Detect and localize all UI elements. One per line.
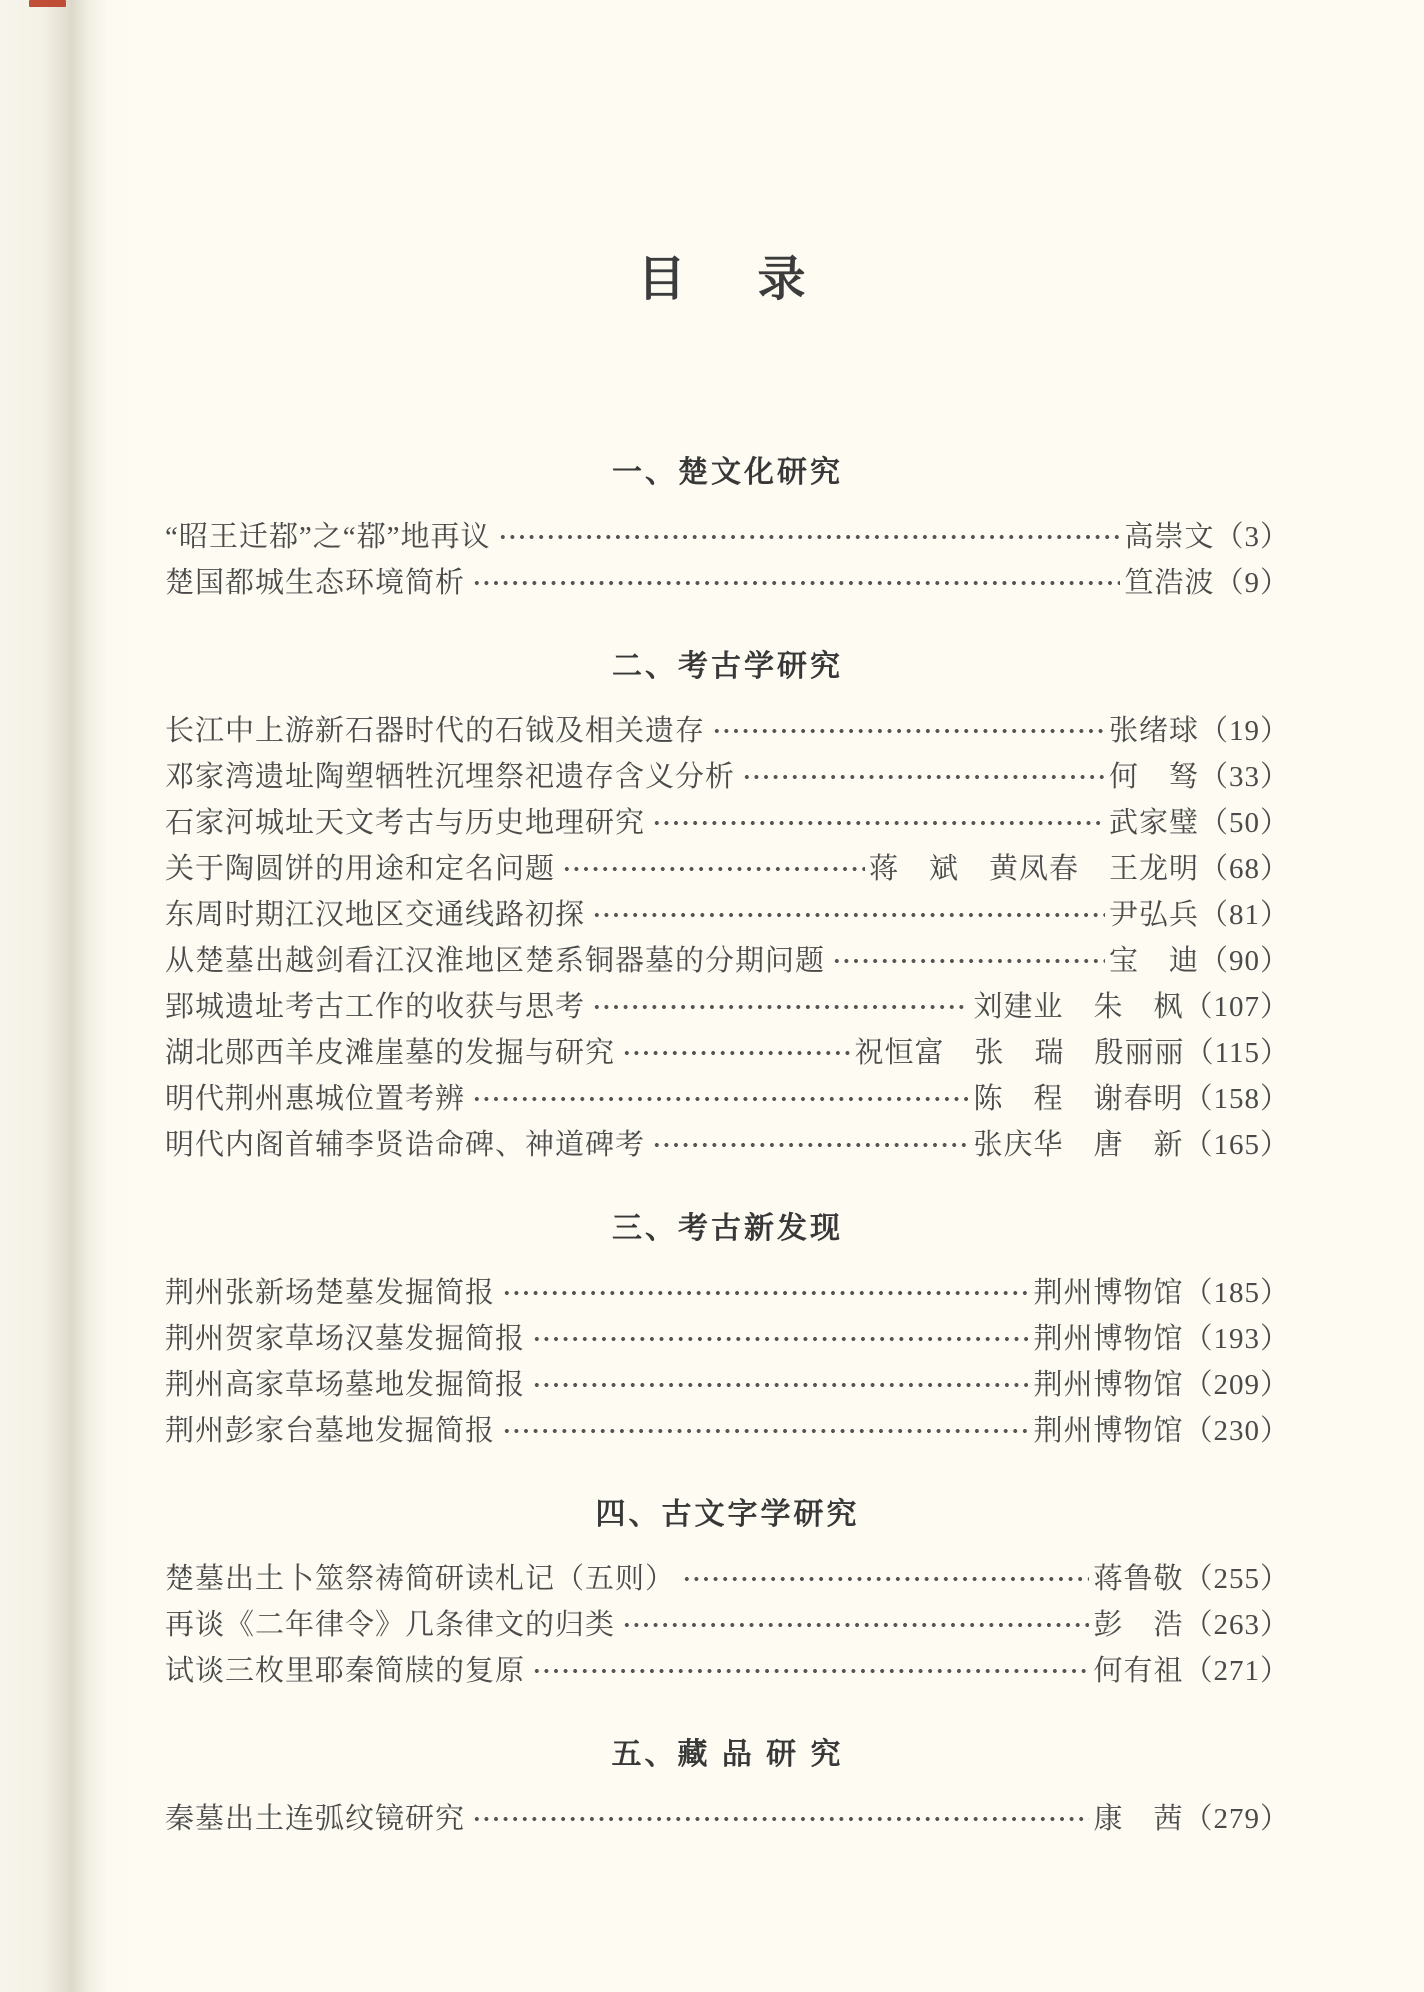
entry-ref (973, 984, 1290, 1030)
dotted-leader (652, 1122, 969, 1168)
entry-ref (1109, 754, 1290, 800)
page-content (165, 0, 1290, 1842)
toc-entry (165, 846, 1290, 892)
dotted-leader (652, 800, 1105, 846)
entry-page: （255） (1183, 1563, 1290, 1595)
entry-ref (1093, 1556, 1290, 1602)
entry-title: 楚墓出土卜筮祭祷简研读札记（五则） (165, 1563, 676, 1595)
section-entries (165, 1556, 1290, 1694)
entry-authors: 宝 迪 (1108, 945, 1199, 977)
entry-title: 试谈三枚里耶秦简牍的复原 (165, 1655, 526, 1687)
entry-ref (1124, 514, 1290, 560)
section-header: 一、楚文化研究 (612, 456, 843, 489)
entry-title: 荆州彭家台墓地发掘简报 (165, 1415, 496, 1447)
dotted-leader (472, 1076, 969, 1122)
entry-page: （19） (1198, 715, 1290, 747)
entry-page: （33） (1198, 761, 1290, 793)
entry-title: 石家河城址天文考古与历史地理研究 (165, 807, 646, 839)
dotted-leader (472, 560, 1120, 606)
entry-ref (1093, 1602, 1290, 1648)
toc-entry (165, 514, 1290, 560)
section-header: 二、考古学研究 (612, 650, 843, 683)
entry-title: 荆州张新场楚墓发掘简报 (165, 1277, 496, 1309)
entry-authors: 武家璧 (1108, 807, 1199, 839)
entry-authors: 荆州博物馆 (1033, 1277, 1184, 1309)
toc-entry (165, 1122, 1290, 1168)
entry-ref (1109, 938, 1290, 984)
entry-ref (1033, 1408, 1290, 1454)
entry-ref (1124, 560, 1290, 606)
entry-authors: 何有祖 (1093, 1655, 1184, 1687)
toc-entry (165, 1316, 1290, 1362)
dotted-leader (712, 708, 1105, 754)
toc-entry (165, 1796, 1290, 1842)
dotted-leader (502, 1408, 1029, 1454)
entry-page: （185） (1183, 1277, 1290, 1309)
toc-section (165, 454, 1290, 606)
toc-section (165, 1496, 1290, 1694)
entry-page: （165） (1183, 1129, 1290, 1161)
entry-page: （193） (1183, 1323, 1290, 1355)
toc-entry (165, 1030, 1290, 1076)
entry-authors: 荆州博物馆 (1033, 1415, 1184, 1447)
toc-section (165, 648, 1290, 1168)
dotted-leader (532, 1648, 1089, 1694)
entry-ref (869, 846, 1290, 892)
toc-entry (165, 984, 1290, 1030)
toc-entry (165, 892, 1290, 938)
entry-authors: 荆州博物馆 (1033, 1323, 1184, 1355)
dotted-leader (622, 1030, 851, 1076)
entry-title: 荆州贺家草场汉墓发掘简报 (165, 1323, 526, 1355)
dotted-leader (622, 1602, 1089, 1648)
toc-entry (165, 1602, 1290, 1648)
toc-section (165, 1210, 1290, 1454)
entry-page: （90） (1198, 945, 1290, 977)
entry-page: （263） (1183, 1609, 1290, 1641)
section-entries (165, 1796, 1290, 1842)
scan-artifact (29, 0, 66, 7)
dotted-leader (502, 1270, 1029, 1316)
entry-title: 湖北郧西羊皮滩崖墓的发掘与研究 (165, 1037, 616, 1069)
toc-entry (165, 1076, 1290, 1122)
toc-entry (165, 1270, 1290, 1316)
entry-title: 长江中上游新石器时代的石钺及相关遗存 (165, 715, 706, 747)
section-entries (165, 514, 1290, 606)
entry-title: 明代荆州惠城位置考辨 (165, 1083, 466, 1115)
section-entries (165, 1270, 1290, 1454)
entry-title: 从楚墓出越剑看江汉淮地区楚系铜器墓的分期问题 (165, 945, 826, 977)
toc-entry (165, 708, 1290, 754)
entry-title: 郢城遗址考古工作的收获与思考 (165, 991, 586, 1023)
entry-ref (1033, 1270, 1290, 1316)
entry-title: 明代内阁首辅李贤诰命碑、神道碑考 (165, 1129, 646, 1161)
toc-entry (165, 1556, 1290, 1602)
entry-page: （271） (1183, 1655, 1290, 1687)
toc-entry (165, 1362, 1290, 1408)
entry-ref (855, 1030, 1290, 1076)
entry-page: （158） (1183, 1083, 1290, 1115)
dotted-leader (832, 938, 1105, 984)
entry-authors: 何 驽 (1108, 761, 1199, 793)
entry-title: 秦墓出土连弧纹镜研究 (165, 1803, 466, 1835)
toc-entry (165, 800, 1290, 846)
entry-authors: 笪浩波 (1124, 567, 1215, 599)
entry-title: “昭王迁鄀”之“鄀”地再议 (165, 521, 491, 553)
entry-authors: 蒋 斌 黄凤春 王龙明 (868, 853, 1199, 885)
entry-page: （9） (1214, 567, 1290, 599)
entry-authors: 张庆华 唐 新 (973, 1129, 1184, 1161)
entry-page: （209） (1183, 1369, 1290, 1401)
toc (165, 454, 1290, 1842)
entry-ref (1109, 708, 1290, 754)
entry-authors: 尹弘兵 (1108, 899, 1199, 931)
toc-entry (165, 560, 1290, 606)
entry-page: （107） (1183, 991, 1290, 1023)
entry-page: （81） (1198, 899, 1290, 931)
dotted-leader (562, 846, 865, 892)
entry-authors: 刘建业 朱 枫 (973, 991, 1184, 1023)
dotted-leader (592, 984, 969, 1030)
dotted-leader (742, 754, 1105, 800)
toc-entry (165, 754, 1290, 800)
entry-authors: 张绪球 (1108, 715, 1199, 747)
section-header: 四、古文字学研究 (595, 1498, 860, 1531)
dotted-leader (682, 1556, 1089, 1602)
dotted-leader (592, 892, 1105, 938)
section-header: 三、考古新发现 (612, 1212, 843, 1245)
entry-authors: 祝恒富 张 瑞 殷丽丽 (854, 1037, 1185, 1069)
entry-title: 楚国都城生态环境简析 (165, 567, 466, 599)
entry-page: （279） (1183, 1803, 1290, 1835)
entry-page: （3） (1214, 521, 1290, 553)
entry-ref (1093, 1648, 1290, 1694)
entry-authors: 高崇文 (1124, 521, 1215, 553)
entry-authors: 荆州博物馆 (1033, 1369, 1184, 1401)
entry-page: （50） (1198, 807, 1290, 839)
entry-page: （68） (1198, 853, 1290, 885)
entry-ref (1109, 892, 1290, 938)
section-entries (165, 708, 1290, 1168)
entry-page: （230） (1183, 1415, 1290, 1447)
toc-section (165, 1736, 1290, 1842)
entry-authors: 康 茜 (1093, 1803, 1184, 1835)
entry-page: （115） (1184, 1037, 1290, 1069)
toc-entry (165, 1408, 1290, 1454)
page-title: 目 录 (637, 253, 818, 306)
entry-ref (1033, 1316, 1290, 1362)
entry-ref (1093, 1796, 1290, 1842)
entry-authors: 蒋鲁敬 (1093, 1563, 1184, 1595)
section-header: 五、藏 品 研 究 (611, 1738, 844, 1771)
entry-title: 邓家湾遗址陶塑牺牲沉埋祭祀遗存含义分析 (165, 761, 736, 793)
entry-ref (973, 1122, 1290, 1168)
dotted-leader (472, 1796, 1089, 1842)
entry-ref (973, 1076, 1290, 1122)
entry-authors: 陈 程 谢春明 (973, 1083, 1184, 1115)
entry-title: 荆州高家草场墓地发掘简报 (165, 1369, 526, 1401)
entry-ref (1033, 1362, 1290, 1408)
entry-title: 关于陶圆饼的用途和定名问题 (165, 853, 556, 885)
dotted-leader (532, 1362, 1029, 1408)
dotted-leader (532, 1316, 1029, 1362)
toc-entry (165, 938, 1290, 984)
entry-title: 东周时期江汉地区交通线路初探 (165, 899, 586, 931)
entry-title: 再谈《二年律令》几条律文的归类 (165, 1609, 616, 1641)
toc-entry (165, 1648, 1290, 1694)
dotted-leader (498, 514, 1121, 560)
entry-ref (1109, 800, 1290, 846)
entry-authors: 彭 浩 (1093, 1609, 1184, 1641)
